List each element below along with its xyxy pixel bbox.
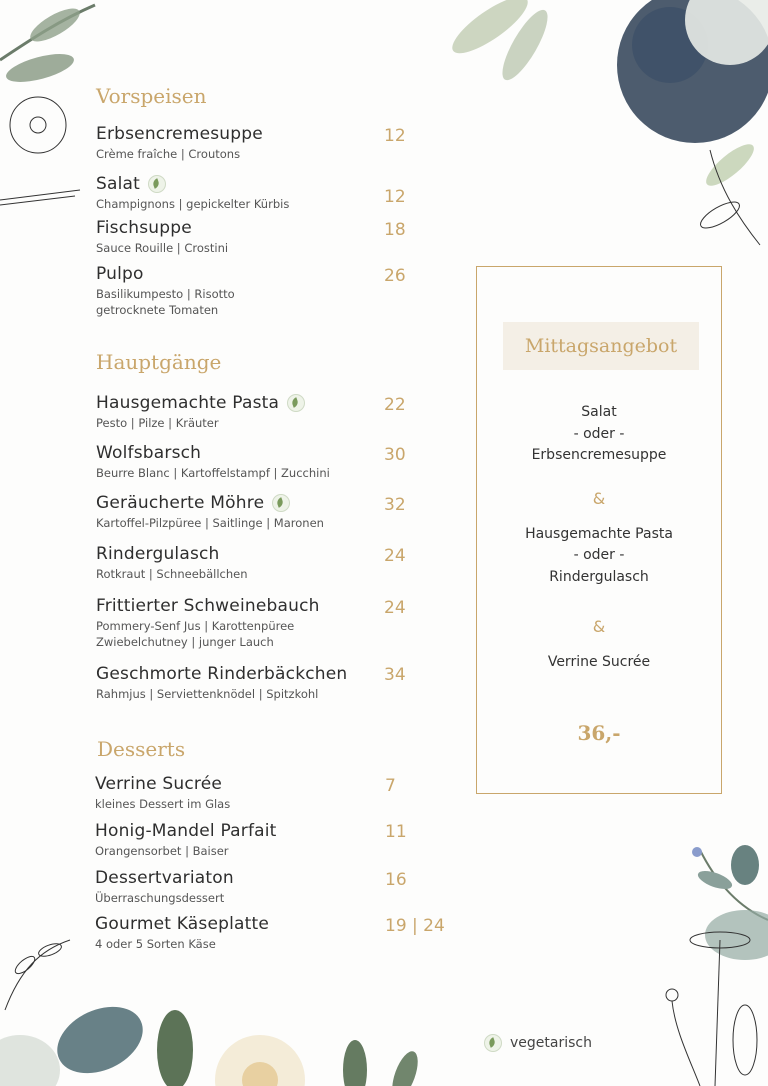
- item-name: Honig-Mandel Parfait: [95, 821, 277, 841]
- lunch-option: Rindergulasch: [549, 569, 649, 585]
- section-title-hauptgaenge: Hauptgänge: [96, 350, 222, 374]
- item-name: Frittierter Schweinebauch: [96, 596, 320, 616]
- lunch-offer-box: [476, 266, 722, 794]
- item-name: Salat: [96, 174, 141, 194]
- section-title-desserts: Desserts: [97, 737, 186, 761]
- item-price: 32: [384, 495, 406, 515]
- item-name: Geschmorte Rinderbäckchen: [96, 664, 348, 684]
- vegetarian-leaf-icon: [148, 175, 166, 193]
- item-description: Beurre Blanc | Kartoffelstampf | Zucchini: [96, 466, 330, 480]
- item-price: 11: [385, 822, 407, 842]
- legend-label: vegetarisch: [510, 1035, 592, 1051]
- menu-item: [95, 774, 435, 812]
- item-description: Kartoffel-Pilzpüree | Saitlinge | Maronen: [96, 516, 324, 530]
- item-price: 26: [384, 266, 406, 286]
- item-price: 30: [384, 445, 406, 465]
- lunch-or-separator: - oder -: [573, 426, 625, 442]
- item-price: 12: [384, 126, 406, 146]
- item-description: Pesto | Pilze | Kräuter: [96, 416, 219, 430]
- item-description: Sauce Rouille | Crostini: [96, 241, 229, 255]
- item-name: Gourmet Käseplatte: [95, 914, 270, 934]
- vegetarian-leaf-icon: [287, 394, 305, 412]
- lunch-title-background: [503, 322, 699, 370]
- item-price: 12: [384, 187, 406, 207]
- item-description: Pommery-Senf Jus | Karottenpüree Zwiebelchutney | junger Lauch: [96, 619, 295, 649]
- item-name: Erbsencremesuppe: [96, 124, 263, 144]
- floral-decoration-bottom-right: [660, 830, 768, 1086]
- vegetarian-leaf-icon: [272, 494, 290, 512]
- item-description: Orangensorbet | Baiser: [95, 844, 229, 858]
- item-name: Geräucherte Möhre: [96, 493, 265, 513]
- item-price: 16: [385, 870, 407, 890]
- floral-decoration-top-left: [0, 0, 110, 220]
- item-price: 18: [384, 220, 406, 240]
- lunch-or-separator: - oder -: [573, 547, 625, 563]
- lunch-ampersand: &: [592, 489, 606, 508]
- item-price: 24: [384, 598, 406, 618]
- lunch-price: 36,-: [577, 721, 621, 745]
- item-description: Crème fraîche | Croutons: [96, 147, 241, 161]
- item-description: Champignons | gepickelter Kürbis: [96, 197, 290, 211]
- lunch-option: Erbsencremesuppe: [531, 447, 667, 463]
- item-name: Pulpo: [96, 264, 144, 284]
- item-description: 4 oder 5 Sorten Käse: [95, 937, 216, 951]
- menu-item: [95, 868, 435, 906]
- item-name: Fischsuppe: [96, 218, 192, 238]
- item-price: 19 | 24: [385, 916, 445, 936]
- menu-item: [95, 914, 435, 952]
- item-description: Rahmjus | Serviettenknödel | Spitzkohl: [96, 687, 319, 701]
- item-name: Verrine Sucrée: [95, 774, 223, 794]
- item-name: Hausgemachte Pasta: [96, 393, 280, 413]
- lunch-ampersand: &: [592, 617, 606, 636]
- lunch-option: Hausgemachte Pasta: [525, 526, 673, 542]
- vegetarian-leaf-icon: [484, 1034, 502, 1052]
- item-description: Rotkraut | Schneebällchen: [96, 567, 248, 581]
- lunch-option: Salat: [581, 404, 617, 420]
- item-description: Basilikumpesto | Risotto getrocknete Tomaten: [96, 287, 235, 317]
- floral-decoration-top-right: [430, 0, 768, 260]
- item-name: Wolfsbarsch: [96, 443, 202, 463]
- lunch-title: Mittagsangebot: [524, 335, 678, 357]
- vegetarian-legend: [484, 1034, 592, 1052]
- item-price: 22: [384, 395, 406, 415]
- section-title-vorspeisen: Vorspeisen: [96, 84, 207, 108]
- item-description: Überraschungsdessert: [95, 891, 225, 905]
- item-name: Dessertvariaton: [95, 868, 234, 888]
- item-name: Rindergulasch: [96, 544, 220, 564]
- item-price: 34: [384, 665, 406, 685]
- lunch-option: Verrine Sucrée: [547, 654, 651, 670]
- floral-decoration-bottom-left: [0, 930, 440, 1086]
- menu-item: [95, 821, 435, 859]
- item-description: kleines Dessert im Glas: [95, 797, 231, 811]
- item-price: 7: [385, 776, 396, 796]
- item-price: 24: [384, 546, 406, 566]
